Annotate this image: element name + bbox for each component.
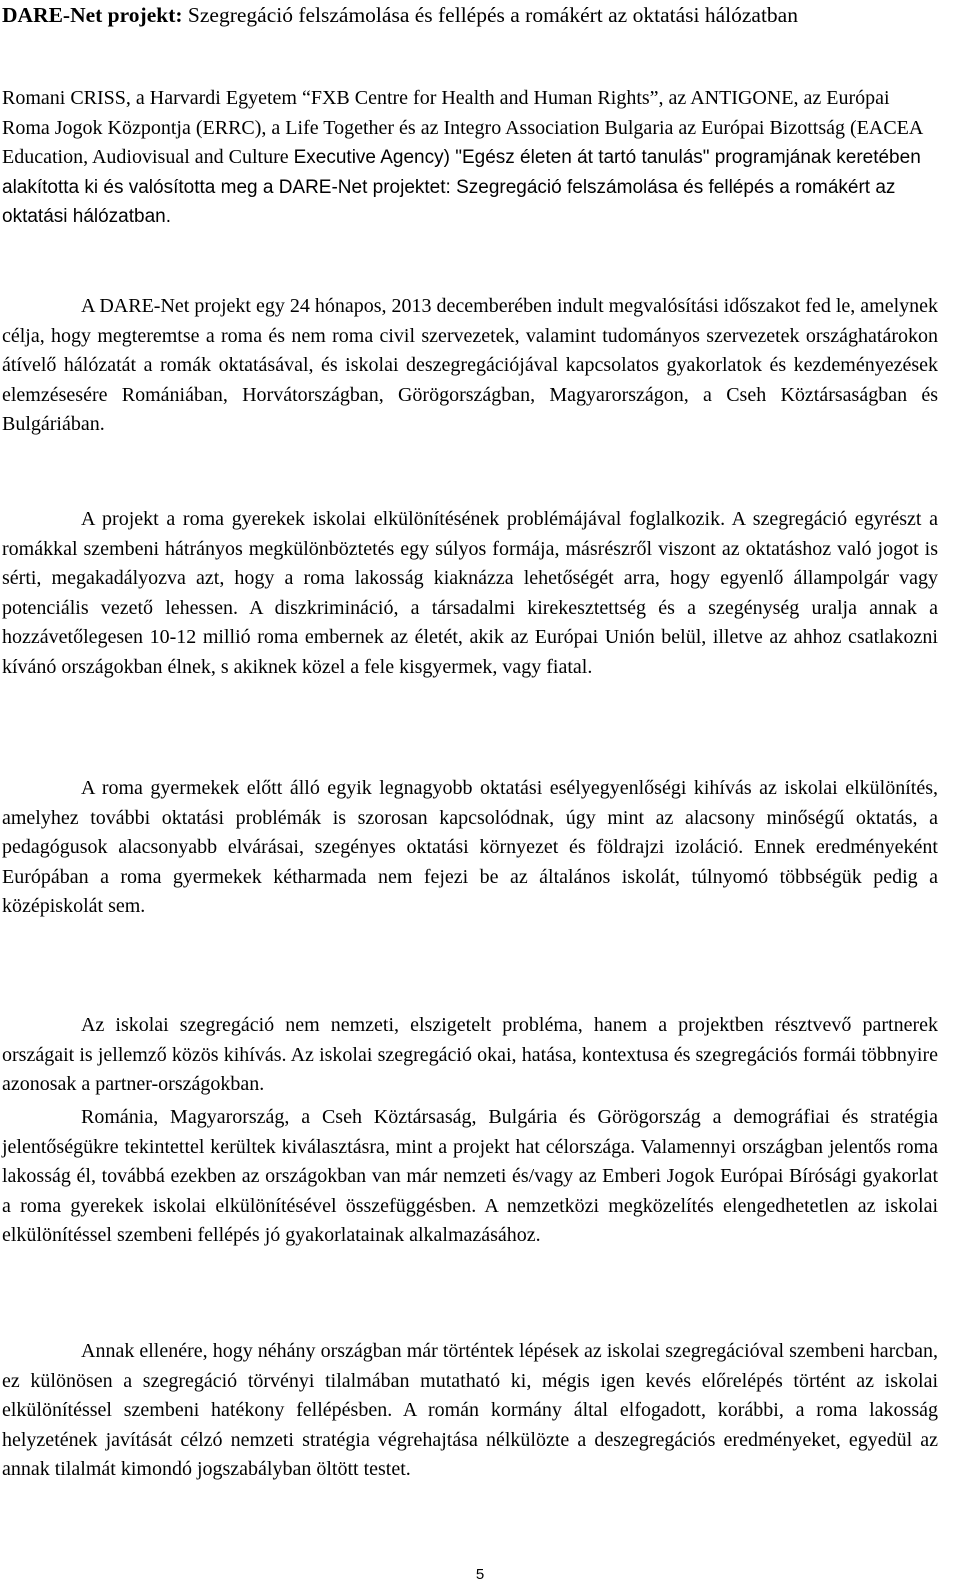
paragraph-education-challenge: A roma gyermekek előtt álló egyik legnagyobb oktatási esélyegyenlőségi kihívás az iskolai elkülönítés, amelyhez további oktatási problémák is szorosan kapcsolódnak, úgy mint az alacsony minőségű oktatás, a pedagógusok alacsonyabb elvárásai, szegényes oktatási környezet és földrajzi izoláció. Ennek eredményeként Európában a roma gyermekek kétharmada nem fejezi be az általános iskolát, túlnyomó többségük pedig a középiskolát sem. [2, 777, 938, 917]
paragraph-project-overview: A DARE-Net projekt egy 24 hónapos, 2013 decemberében indult megvalósítási időszakot fed le, amelynek célja, hogy megteremtse a roma és nem roma civil szervezetek, valamint tudományos szervezetek országhatárokon átívelő hálózatát a romák oktatásával, és iskolai deszegregációjával kapcsolatos gyakorlatok és kezdeményezések elemzésesére Romániában, Horvátországban, Görögországban, Magyarországon, a Cseh Köztársaságban és Bulgáriában. [2, 295, 939, 435]
header-title-bold: DARE-Net projekt: [2, 3, 183, 27]
page-header [2, 2, 952, 28]
intro-serif-text: Romani CRISS, a Harvardi Egyetem “FXB Centre for Health and Human Rights”, az ANTIGONE, az Európai Roma Jogok Központja (ERRC), a Life Together és az Integro Association Bulgaria az Európai Bizottság (EACEA Education, Audiovisual and Culture [2, 87, 923, 168]
paragraph-common-challenge: Az iskolai szegregáció nem nemzeti, elszigetelt probléma, hanem a projektben résztvevő partnerek országait is jellemző közös kihívás. Az iskolai szegregáció okai, hatása, kontextusa és szegregációs formái többnyire azonosak a partner-országokban. [2, 1014, 938, 1095]
paragraph-segregation-problem: A projekt a roma gyerekek iskolai elkülönítésének problémájával foglalkozik. A szegregáció egyrészt a romákkal szembeni hátrányos megkülönböztetés egy súlyos formája, másrészről viszont az oktatáshoz való jogot is sérti, megakadályozva azt, hogy a roma lakosság kiaknázza lehetőségét arra, hogy egyenlő állampolgár vagy potenciális vezető lehessen. A diszkrimináció, a társadalmi kirekesztettség és a szegénység uralja annak a hozzávetőlegesen 10-12 millió roma embernek az életét, akik az Európai Unión belül, illetve az ahhoz csatlakozni kívánó országokban élnek, s akiknek közel a fele kisgyermek, vagy fiatal. [2, 508, 938, 678]
paragraph-target-countries: Románia, Magyarország, a Cseh Köztársaság, Bulgária és Görögország a demográfiai és stratégia jelentőségükre tekintettel kerültek kiválasztásra, mint a projekt hat célországa. Valamennyi országban jelentős roma lakosság él, továbbá ezekben az országokban van már nemzeti és/vagy az Emberi Jogok Európai Bírósági gyakorlat a roma gyerekek iskolai elkülönítésével összefüggésben. A nemzetközi megközelítés elengedhetetlen az iskolai elkülönítéssel szembeni fellépés jó gyakorlatainak alkalmazásához. [2, 1106, 938, 1246]
paragraph-progress: Annak ellenére, hogy néhány országban már történtek lépések az iskolai szegregációval szembeni harcban, ez különösen a szegregáció törvényi tilalmában mutatható ki, mégis igen kevés előrelépés történt az iskolai elkülönítéssel szembeni hatékony fellépésben. A román kormány által elfogadott, korábbi, a roma lakosság helyzetének javítását célzó nemzeti stratégia végrehajtása nélkülözte a deszegregációs eredményeket, egyedül az annak tilalmát kimondó jogszabályban öltött testet. [2, 1340, 938, 1480]
page-number: 5 [475, 1566, 485, 1583]
header-title-rest: Szegregáció felszámolása és fellépés a romákért az oktatási hálózatban [182, 3, 798, 27]
intro-sans-text: Executive Agency) "Egész életen át tartó tanulás" programjának keretében alakította ki és valósította meg a DARE-Net projektet: Szegregáció felszámolása és fellépés a romákért az oktatási hálózatban. [2, 147, 921, 227]
intro-paragraph [2, 84, 938, 232]
